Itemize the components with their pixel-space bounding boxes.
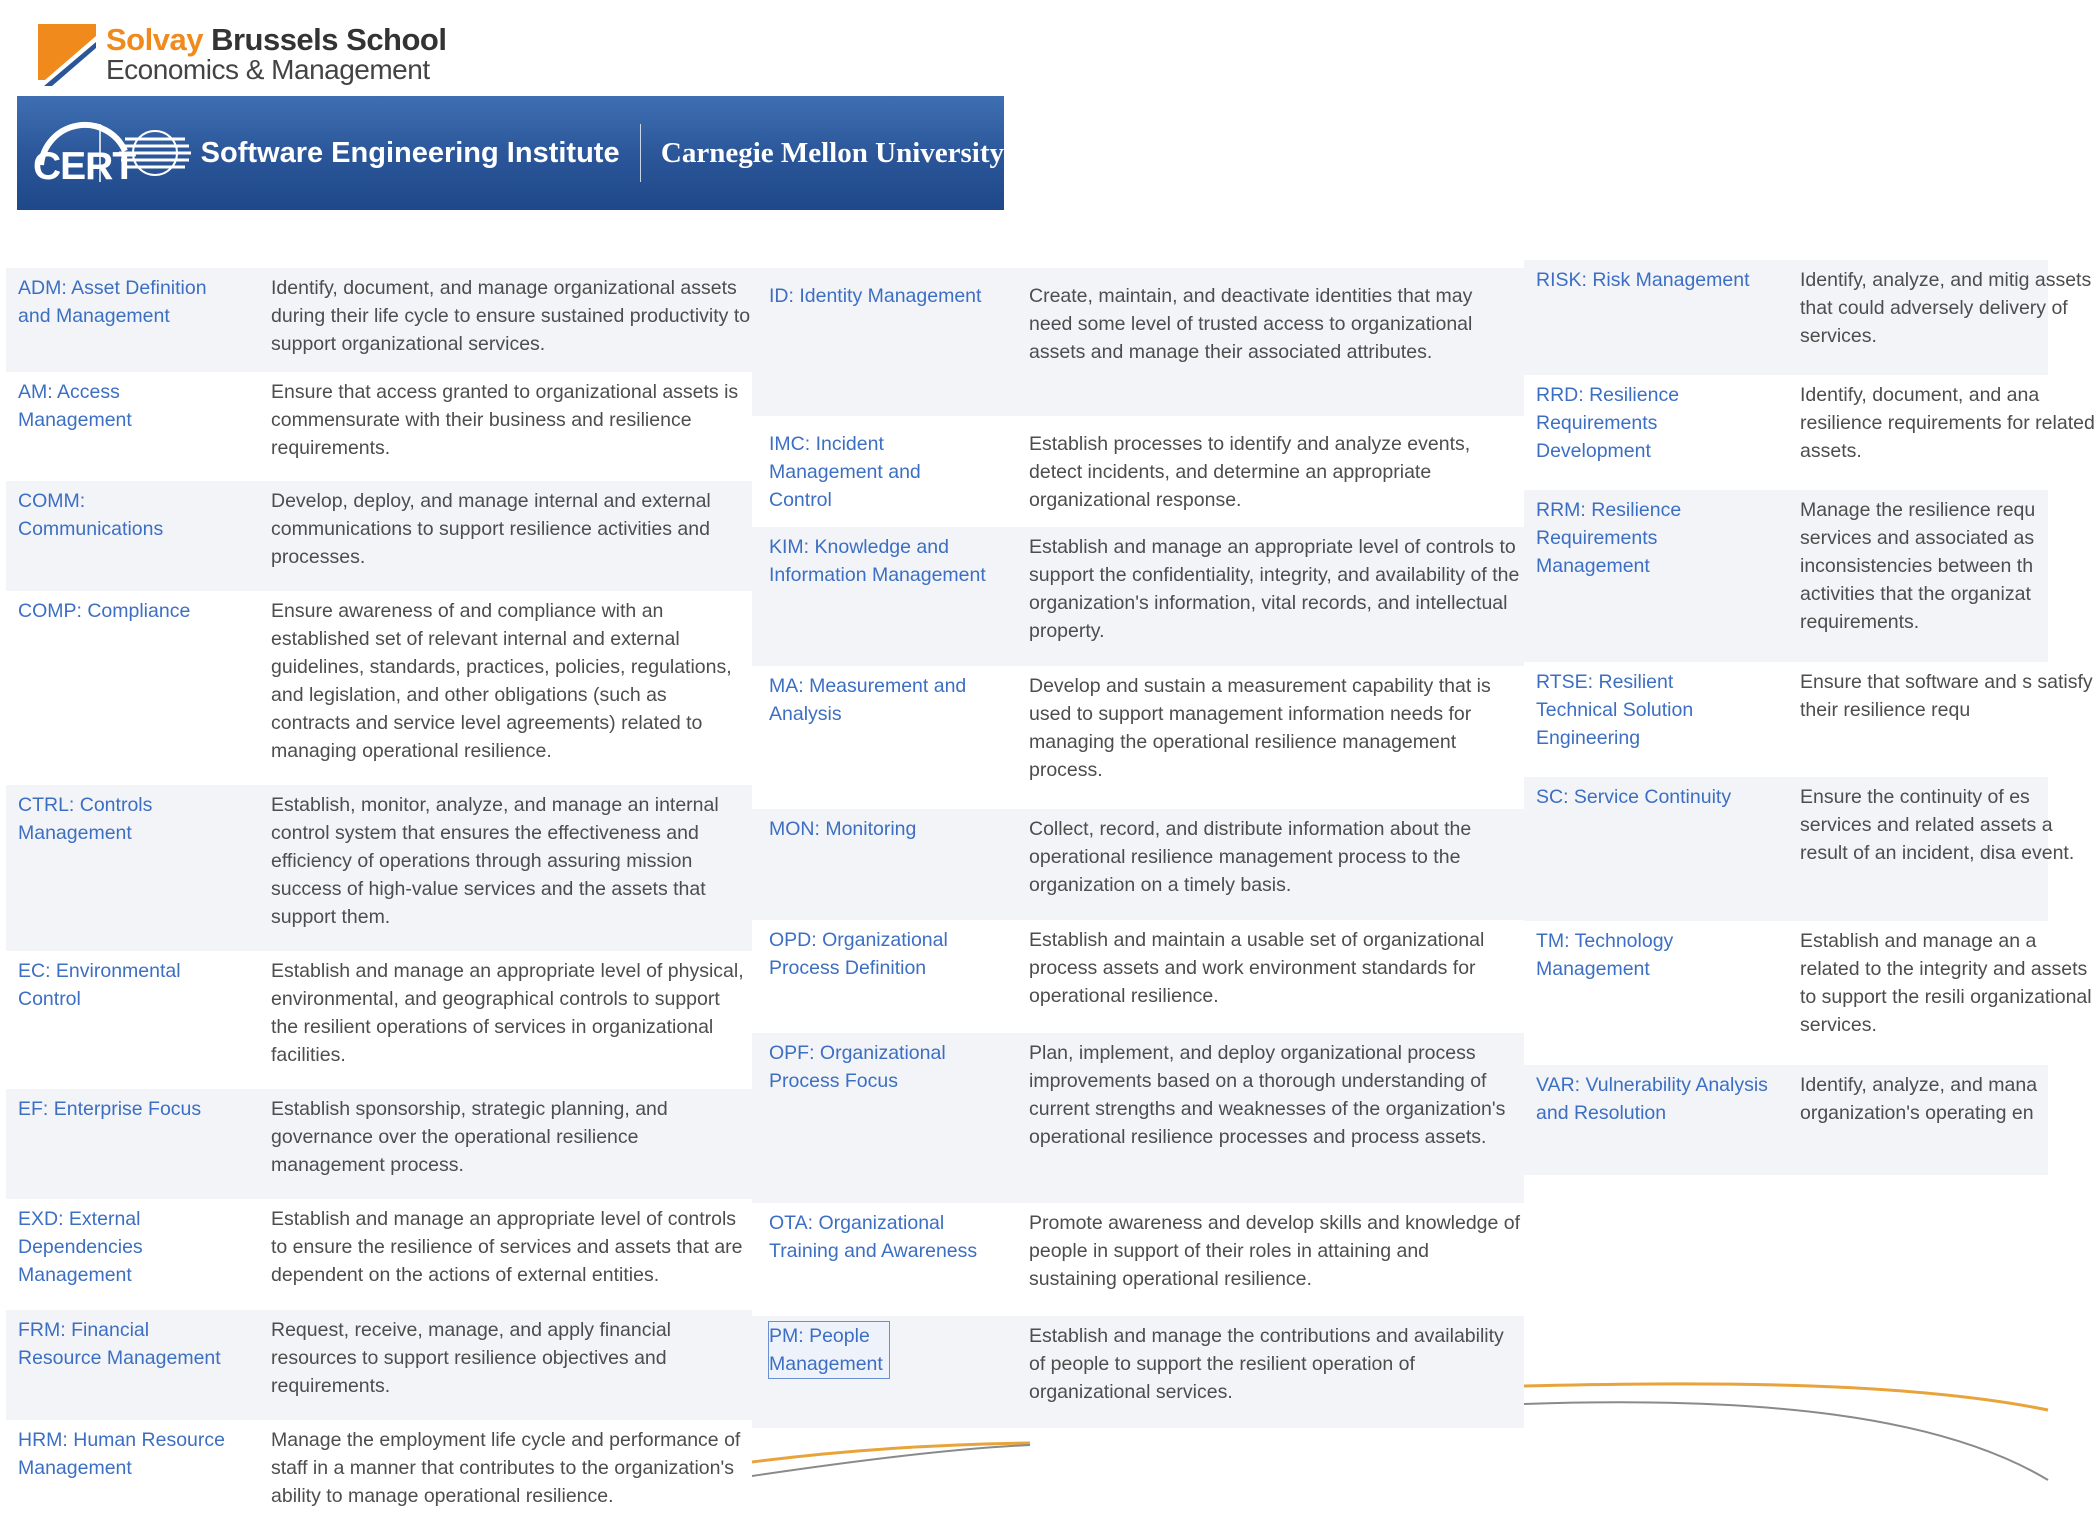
solvay-subtitle: Economics & Management — [106, 54, 430, 85]
cert-logo — [27, 103, 136, 203]
domain-link[interactable]: HRM: Human Resource Management — [18, 1429, 225, 1479]
domain-link[interactable]: AM: Access Management — [18, 381, 132, 431]
table-row — [1524, 375, 2095, 490]
domain-link[interactable]: RRM: Resilience Requirements Management — [1536, 499, 1682, 577]
domain-link[interactable]: ID: Identity Management — [769, 285, 982, 307]
domain-description: Collect, record, and distribute information about the operational resilience management process to the organization on a timely basis. — [1029, 818, 1472, 896]
table-row — [752, 527, 1524, 666]
domain-link[interactable]: MON: Monitoring — [769, 818, 917, 840]
table-row — [752, 1203, 1524, 1316]
table-row — [752, 809, 1524, 920]
table-row — [1524, 921, 2092, 1065]
domain-link[interactable]: EF: Enterprise Focus — [18, 1098, 202, 1120]
domain-description: Establish processes to identify and analyze events, detect incidents, and determine an appropriate organizational response. — [1029, 433, 1471, 511]
table-row — [1524, 777, 2075, 921]
cmu-name: Carnegie Mellon University — [660, 136, 1004, 169]
domain-description: Establish and manage an appropriate level of controls to support the confidentiality, integrity, and availability of the organization's information, vital records, and intellectual property. — [1029, 536, 1520, 642]
domain-link[interactable]: ADM: Asset Definition and Management — [18, 277, 207, 327]
table-row — [6, 1089, 752, 1199]
domain-description: Develop, deploy, and manage internal and external communications to support resilience activities and processes. — [271, 490, 711, 568]
domain-description: Ensure the continuity of es services and related assets a result of an incident, disa event. — [1800, 786, 2075, 864]
domain-link[interactable]: COMP: Compliance — [18, 600, 191, 622]
cert-banner — [17, 96, 1004, 210]
table-row — [752, 666, 1524, 809]
domain-description: Establish, monitor, analyze, and manage an internal control system that ensures the effectiveness and efficiency of operations through assuring mission success of high-value services and the assets that support them. — [271, 794, 719, 928]
table-row — [6, 591, 752, 785]
table-row — [6, 372, 752, 481]
domain-table-2 — [752, 268, 1524, 1428]
table-row — [6, 1199, 752, 1310]
domain-link[interactable]: RTSE: Resilient Technical Solution Engineering — [1536, 671, 1694, 749]
domain-table-1 — [6, 268, 752, 1540]
banner-divider-2 — [640, 124, 641, 182]
table-row — [6, 481, 752, 591]
domain-table-3 — [1524, 260, 2095, 1175]
domain-description: Establish and manage an a related to the integrity and assets to support the resili organizational services. — [1800, 930, 2092, 1036]
table-row — [6, 1310, 752, 1420]
solvay-school: Brussels School — [202, 22, 447, 57]
domain-description: Manage the employment life cycle and performance of staff in a manner that contributes to the organization's ability to manage operational resilience. — [271, 1429, 741, 1507]
domain-description: Establish and manage an appropriate level of physical, environmental, and geographical controls to support the resilient operations of services in organizational facilities. — [271, 960, 744, 1066]
domain-link[interactable]: SC: Service Continuity — [1536, 786, 1732, 808]
domain-link[interactable]: PM: People Management — [769, 1322, 889, 1378]
solvay-logo — [38, 22, 446, 88]
sei-name: Software Engineering Institute — [200, 136, 620, 169]
domain-description: Establish sponsorship, strategic planning, and governance over the operational resilience management process. — [271, 1098, 668, 1176]
domain-description: Create, maintain, and deactivate identities that may need some level of trusted access to organizational assets and manage their associated attributes. — [1029, 285, 1473, 363]
table-row — [752, 920, 1524, 1033]
domain-description: Identify, document, and ana resilience requirements for related assets. — [1800, 384, 2095, 462]
table-row — [6, 785, 752, 951]
domain-link[interactable]: TM: Technology Management — [1536, 930, 1674, 980]
domain-description: Develop and sustain a measurement capability that is used to support management information needs for managing the operational resilience management process. — [1029, 675, 1491, 781]
domain-link[interactable]: RRD: Resilience Requirements Development — [1536, 384, 1680, 462]
table-row — [1524, 260, 2092, 375]
cert-text: CERT — [33, 145, 136, 188]
domain-link[interactable]: CTRL: Controls Management — [18, 794, 153, 844]
domain-link[interactable]: MA: Measurement and Analysis — [769, 675, 967, 725]
table-row — [1524, 662, 2093, 777]
domain-description: Identify, analyze, and mana organization's operating en — [1800, 1074, 2038, 1124]
domain-description: Establish and manage an appropriate level of controls to ensure the resilience of services and assets that are dependent on the actions of external entities. — [271, 1208, 743, 1286]
table-row — [752, 268, 1524, 416]
domain-description: Establish and maintain a usable set of organizational process assets and work environment standards for operational resilience. — [1029, 929, 1485, 1007]
domain-link[interactable]: RISK: Risk Management — [1536, 269, 1750, 291]
domain-description: Establish and manage the contributions and availability of people to support the resilient operation of organizational services. — [1029, 1325, 1504, 1403]
table-row — [752, 1316, 1524, 1428]
domain-link[interactable]: IMC: Incident Management and Control — [769, 433, 921, 511]
domain-link[interactable]: COMM: Communications — [18, 490, 164, 540]
domain-link[interactable]: OPD: Organizational Process Definition — [769, 929, 948, 979]
domain-description: Manage the resilience requ services and associated as inconsistencies between th activities that the organizat requirements. — [1800, 499, 2036, 633]
domain-description: Identify, analyze, and mitig assets that could adversely delivery of services. — [1800, 269, 2092, 347]
domain-link[interactable]: EC: Environmental Control — [18, 960, 181, 1010]
domain-link[interactable]: KIM: Knowledge and Information Management — [769, 536, 986, 586]
table-row — [6, 1420, 752, 1540]
domain-description: Plan, implement, and deploy organizational process improvements based on a thorough understanding of current strengths and weaknesses of the organization's operational resilience processes and process assets. — [1029, 1042, 1506, 1148]
domain-description: Ensure that software and s satisfy their resilience requ — [1800, 671, 2093, 721]
domain-description: Ensure awareness of and compliance with an established set of relevant internal and external guidelines, standards, practices, policies, regulations, and legislation, and other obligations (such as contracts and service level agreements) related to managing operational resilience. — [271, 600, 732, 762]
domain-link[interactable]: OPF: Organizational Process Focus — [769, 1042, 946, 1092]
solvay-mark-icon — [38, 24, 98, 86]
domain-link[interactable]: EXD: External Dependencies Management — [18, 1208, 143, 1286]
table-row — [752, 416, 1524, 527]
table-row — [1524, 1065, 2048, 1175]
solvay-name: Solvay — [106, 22, 203, 57]
domain-link[interactable]: VAR: Vulnerability Analysis and Resolution — [1536, 1074, 1768, 1124]
domain-link[interactable]: FRM: Financial Resource Management — [18, 1319, 221, 1369]
domain-link[interactable]: OTA: Organizational Training and Awareness — [769, 1212, 978, 1262]
table-row — [6, 951, 752, 1089]
table-row — [6, 268, 752, 372]
domain-description: Promote awareness and develop skills and knowledge of people in support of their roles in attaining and sustaining operational resilience. — [1029, 1212, 1521, 1290]
table-row — [752, 1033, 1524, 1203]
domain-description: Ensure that access granted to organizational assets is commensurate with their business and resilience requirements. — [271, 381, 739, 459]
domain-description: Identify, document, and manage organizational assets during their life cycle to ensure sustained productivity to support organizational services. — [271, 277, 751, 355]
domain-description: Request, receive, manage, and apply financial resources to support resilience objectives and requirements. — [271, 1319, 671, 1397]
table-row — [1524, 490, 2048, 662]
